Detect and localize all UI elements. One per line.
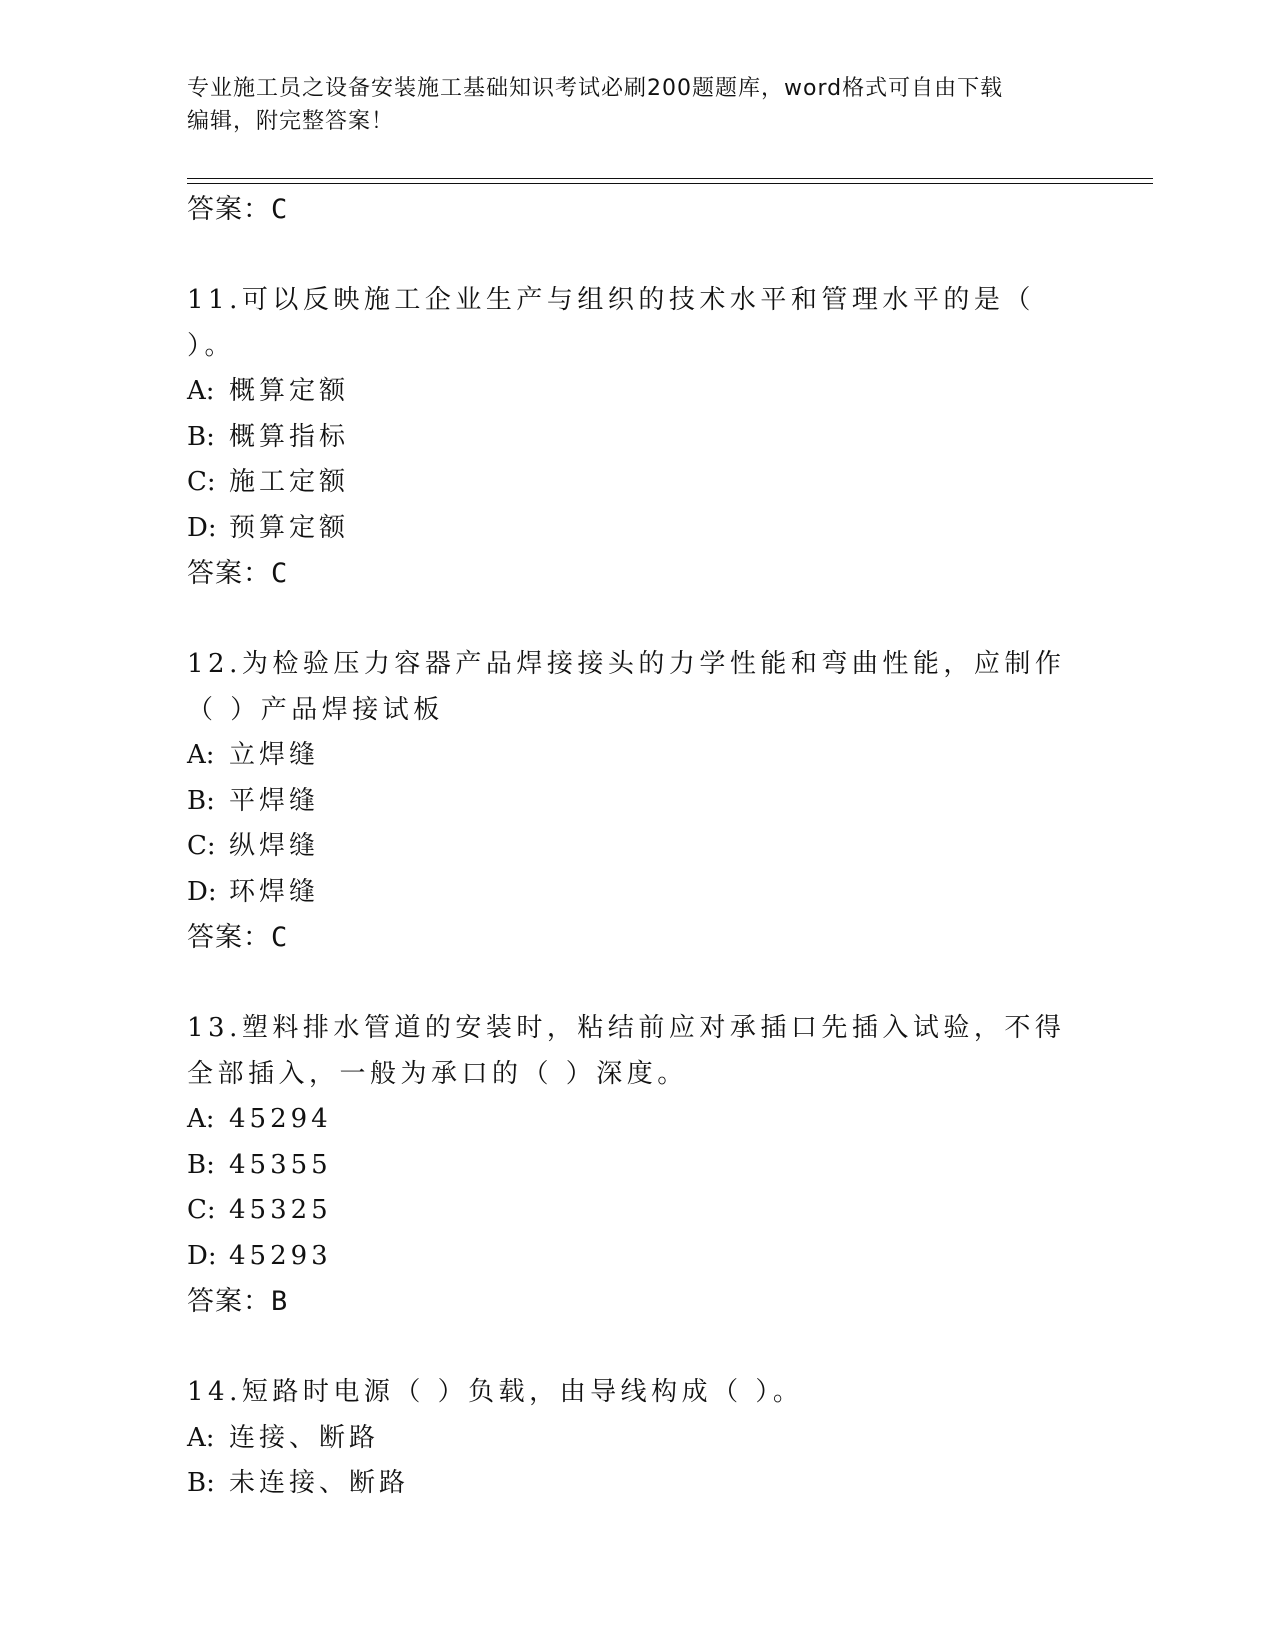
option-text: 概算指标 <box>229 421 350 452</box>
option-c <box>187 460 1087 506</box>
document-header <box>187 72 1067 138</box>
answer-line <box>187 551 1087 597</box>
option-text: 未连接、断路 <box>229 1468 410 1498</box>
question-text <box>187 642 1087 733</box>
question-stem: 为检验压力容器产品焊接接头的力学性能和弯曲性能，应制作（ ）产品焊接试板 <box>187 649 1066 725</box>
answer-value: C <box>271 922 288 953</box>
option-text: 纵焊缝 <box>229 831 320 861</box>
option-text: 45325 <box>229 1195 332 1225</box>
question-number: 13. <box>187 1013 242 1043</box>
option-d <box>187 506 1087 552</box>
option-text: 环焊缝 <box>229 876 320 907</box>
option-d <box>187 1234 1087 1280</box>
option-a <box>187 1097 1087 1143</box>
option-c <box>187 824 1087 870</box>
option-letter: D: <box>187 1240 217 1271</box>
option-letter: B: <box>187 1149 215 1180</box>
question-text <box>187 1006 1087 1097</box>
option-letter: D: <box>187 876 217 907</box>
answer-label: 答案： <box>187 558 271 589</box>
option-text: 施工定额 <box>229 467 350 497</box>
question-stem: 短路时电源（ ）负载，由导线构成（ ）。 <box>241 1377 804 1407</box>
option-letter: A: <box>187 1104 215 1134</box>
option-letter: D: <box>187 512 217 543</box>
option-letter: A: <box>187 1422 215 1453</box>
answer-label: 答案： <box>187 194 271 225</box>
answer-line <box>187 1279 1087 1325</box>
option-text: 平焊缝 <box>229 785 320 816</box>
option-letter: B: <box>187 1468 215 1498</box>
option-letter: B: <box>187 785 215 816</box>
option-text: 连接、断路 <box>229 1422 380 1453</box>
question-text <box>187 278 1087 369</box>
option-letter: C: <box>187 831 216 861</box>
option-a <box>187 1416 1087 1462</box>
answer-value: C <box>271 558 288 589</box>
option-text: 概算定额 <box>229 376 350 406</box>
question-list <box>187 187 1087 1507</box>
question-item <box>187 1006 1087 1325</box>
option-a <box>187 733 1087 779</box>
question-stem: 可以反映施工企业生产与组织的技术水平和管理水平的是（ ）。 <box>187 285 1035 361</box>
document-title-line-2: 编辑，附完整答案！ <box>187 109 395 134</box>
option-b <box>187 1461 1087 1507</box>
document-title-line-1: 专业施工员之设备安装施工基础知识考试必刷200题题库，word格式可自由下载 <box>187 76 1004 101</box>
option-text: 45294 <box>229 1104 332 1134</box>
question-number: 12. <box>187 649 242 679</box>
question-item <box>187 1370 1087 1507</box>
option-b <box>187 779 1087 825</box>
header-divider <box>187 178 1153 184</box>
answer-value: B <box>271 1286 288 1317</box>
option-text: 45355 <box>229 1149 332 1180</box>
question-item <box>187 278 1087 597</box>
answer-line <box>187 187 1087 233</box>
question-number: 11. <box>187 285 242 315</box>
option-b <box>187 415 1087 461</box>
option-b <box>187 1143 1087 1189</box>
option-letter: C: <box>187 467 216 497</box>
question-stem: 塑料排水管道的安装时，粘结前应对承插口先插入试验，不得全部插入，一般为承口的（ ）深度。 <box>187 1013 1066 1089</box>
option-text: 预算定额 <box>229 512 350 543</box>
option-a <box>187 369 1087 415</box>
option-text: 45293 <box>229 1240 332 1271</box>
option-c <box>187 1188 1087 1234</box>
option-letter: A: <box>187 740 215 770</box>
question-text <box>187 1370 1087 1416</box>
question-item <box>187 642 1087 961</box>
option-d <box>187 870 1087 916</box>
answer-line <box>187 915 1087 961</box>
answer-label: 答案： <box>187 1286 271 1317</box>
option-letter: C: <box>187 1195 216 1225</box>
question-number: 14. <box>187 1377 242 1407</box>
answer-label: 答案： <box>187 922 271 953</box>
answer-value: C <box>271 194 288 225</box>
option-text: 立焊缝 <box>229 740 320 770</box>
option-letter: A: <box>187 376 215 406</box>
option-letter: B: <box>187 421 215 452</box>
